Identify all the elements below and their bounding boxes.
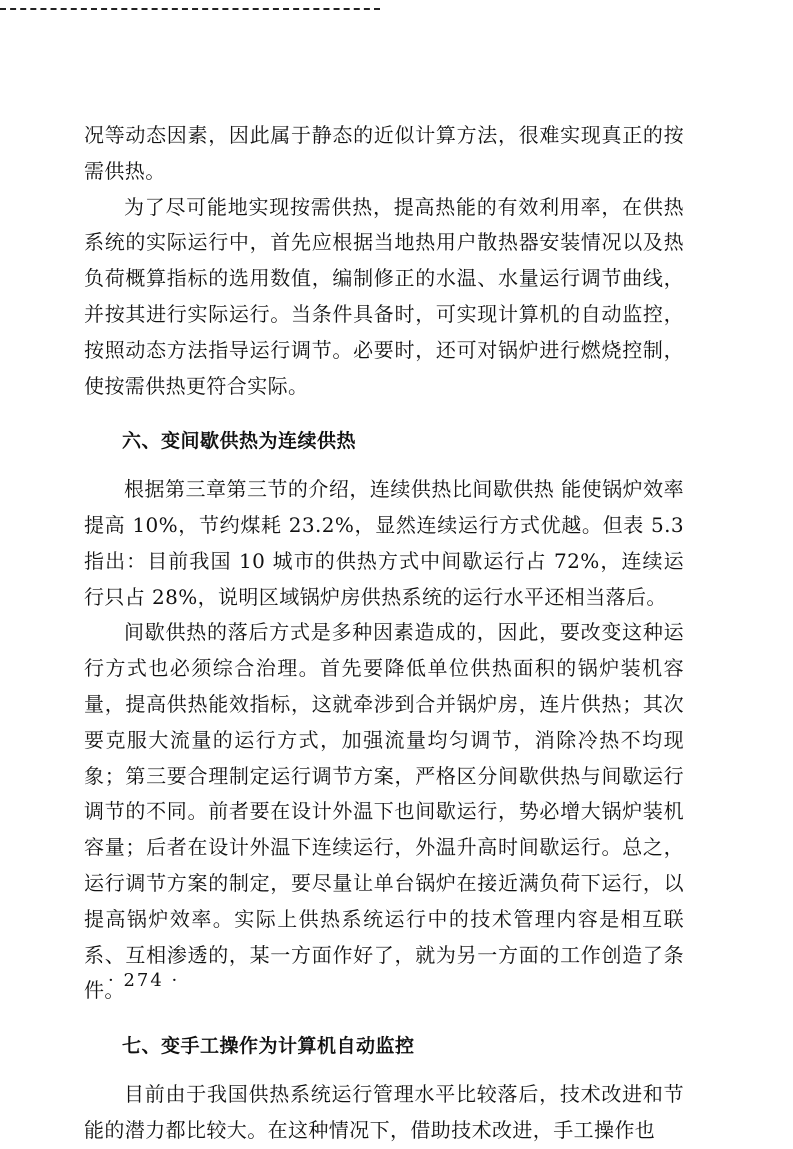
page-body (84, 118, 684, 1149)
section-heading-computer-monitoring: 七、变手工操作为计算机自动监控 (122, 1035, 415, 1058)
section-heading-continuous-heating: 六、变间歇供热为连续供热 (122, 430, 357, 453)
paragraph-manual-operation: 目前由于我国供热系统运行管理水平比较落后，技术改进和节能的潜力都比较大。在这种情况下，借助技术改进，手工操作也 (84, 1081, 684, 1142)
paragraph-intermittent-causes: 间歇供热的落后方式是多种因素造成的，因此，要改变这种运行方式也必须综合治理。首先要降低单位供热面积的锅炉装机容量，提高供热能效指标，这就牵涉到合并锅炉房，连片供热；其次要克服大流量的运行方式，加强流量均匀调节，消除冷热不均现象；第三要合理制定运行调节方案，严格区分间歇供热与间歇运行调节的不同。前者要在设计外温下也间歇运行，势必增大锅炉装机容量；后者在设计外温下连续运行，外温升高时间歇运行。总之，运行调节方案的制定，要尽量让单台锅炉在接近满负荷下运行，以提高锅炉效率。实际上供热系统运行中的技术管理内容是相互联系、互相渗透的，某一方面作好了，就为另一方面的工作创造了条件。 (84, 620, 684, 1003)
paragraph-on-demand-heating: 为了尽可能地实现按需供热，提高热能的有效利用率，在供热系统的实际运行中，首先应根据当地热用户散热器安装情况以及热负荷概算指标的选用数值，编制修正的水温、水量运行调节曲线，并按其进行实际运行。当条件具备时，可实现计算机的自动监控，按照动态方法指导运行调节。必要时，还可对锅炉进行燃烧控制，使按需供热更符合实际。 (84, 194, 684, 398)
paragraph-continuation: 况等动态因素，因此属于静态的近似计算方法，很难实现真正的按需供热。 (84, 123, 684, 183)
paragraph-continuous-heating-benefits: 根据第三章第三节的介绍，连续供热比间歇供热 能使锅炉效率提高 10%，节约煤耗 23.2%，显然连续运行方式优越。但表 5.3 指出：目前我国 10 城市的供热方式中间歇运行占 72%，连续运行只占 28%，说明区域锅炉房供热系统的运行水平还相当落后。 (84, 477, 684, 609)
page-number: · 274 · (108, 970, 180, 991)
top-dashed-rule (0, 8, 380, 10)
